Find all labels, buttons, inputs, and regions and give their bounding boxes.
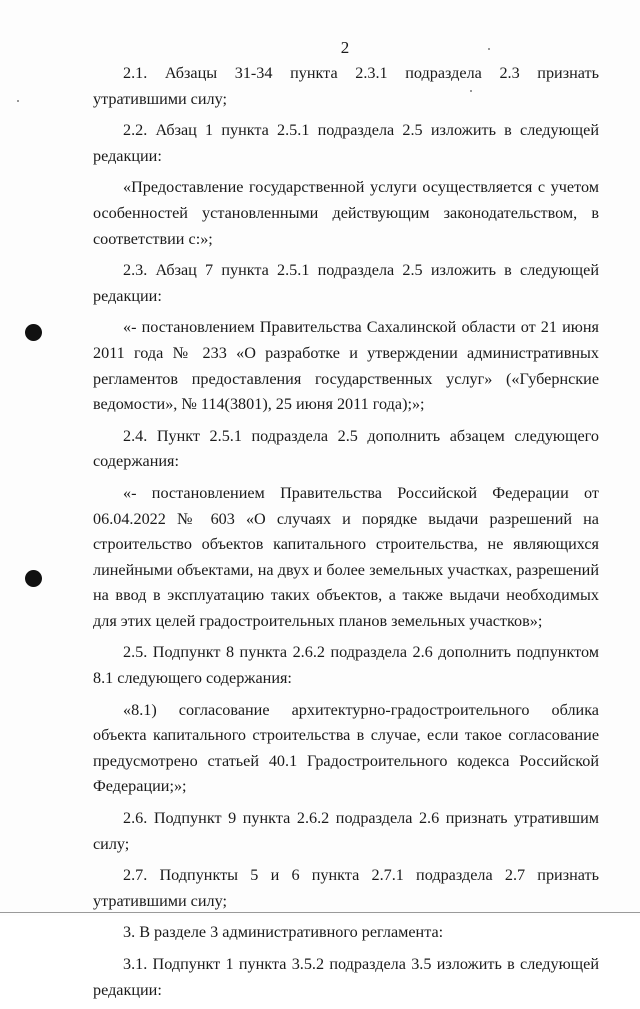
paragraph-2-5: 2.5. Подпункт 8 пункта 2.6.2 подраздела 2.6 дополнить подпунктом 8.1 следующего содержания: — [93, 643, 599, 688]
punch-hole — [25, 570, 42, 587]
document-body — [93, 61, 599, 1009]
scan-speck — [17, 100, 19, 102]
paragraph-3: 3. В разделе 3 административного регламента: — [123, 923, 444, 942]
paragraph-2-5-quote: «8.1) согласование архитектурно-градостроительного облика объекта капитального строительства в случае, если такое согласование предусмотрено статьей 40.1 Градостроительного кодекса Российской Федерации;»; — [93, 700, 599, 796]
paragraph-2-3-quote: «- постановлением Правительства Сахалинской области от 21 июня 2011 года № 233 «О разработке и утверждении административных регламентов предоставления государственных услуг» («Губернские ведомости», № 114(3801), 25 июня 2011 года);»; — [93, 318, 599, 414]
page-number: 2 — [340, 38, 350, 57]
paragraph-2-4-quote: «- постановлением Правительства Российской Федерации от 06.04.2022 № 603 «О случаях и порядке выдачи разрешений на строительство объектов капитального строительства, не являющихся линейными объектами, на двух и более земельных участках, разрешений на ввод в эксплуатацию таких объектов, а также выдачи необходимых для этих целей градостроительных планов земельных участков»; — [93, 483, 599, 630]
paragraph-3-1: 3.1. Подпункт 1 пункта 3.5.2 подраздела 3.5 изложить в следующей редакции: — [93, 955, 599, 999]
paragraph-2-2: 2.2. Абзац 1 пункта 2.5.1 подраздела 2.5 изложить в следующей редакции: — [93, 121, 599, 165]
punch-hole — [25, 324, 42, 341]
paragraph-2-1: 2.1. Абзацы 31-34 пункта 2.3.1 подраздела 2.3 признать утратившими силу; — [93, 64, 599, 108]
paragraph-2-2-quote: «Предоставление государственной услуги осуществляется с учетом особенностей установленными действующим законодательством, в соответствии с:»; — [93, 178, 599, 248]
scan-speck — [488, 48, 490, 50]
paragraph-2-3: 2.3. Абзац 7 пункта 2.5.1 подраздела 2.5 изложить в следующей редакции: — [93, 261, 599, 305]
paragraph-2-4: 2.4. Пункт 2.5.1 подраздела 2.5 дополнить абзацем следующего содержания: — [93, 426, 599, 471]
paragraph-2-6: 2.6. Подпункт 9 пункта 2.6.2 подраздела 2.6 признать утратившим силу; — [93, 809, 599, 853]
scan-speck — [470, 90, 472, 92]
scan-edge-line — [0, 912, 640, 913]
paragraph-2-7: 2.7. Подпункты 5 и 6 пункта 2.7.1 подраздела 2.7 признать утратившими силу; — [93, 866, 599, 910]
